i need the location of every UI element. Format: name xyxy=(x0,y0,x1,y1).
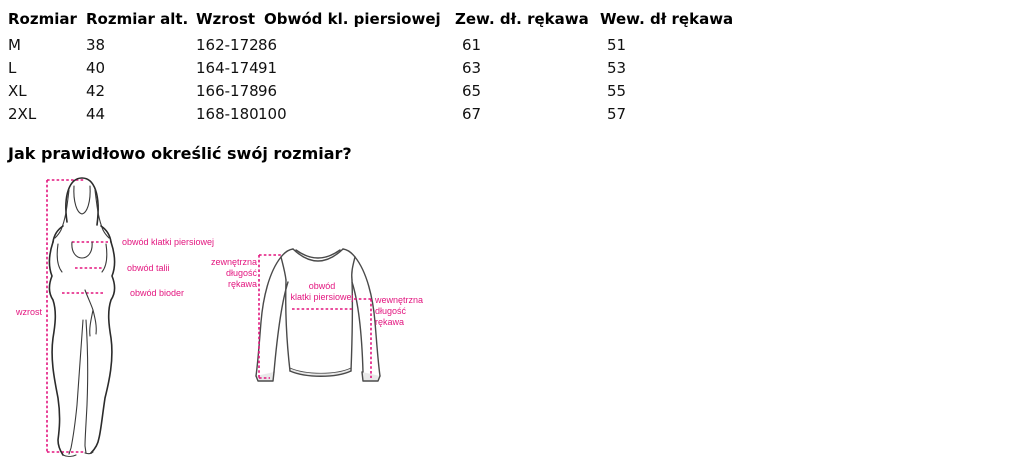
size-cell: 67 xyxy=(462,105,482,123)
size-cell: 166-178 xyxy=(196,82,259,100)
size-cell: 164-174 xyxy=(196,59,259,77)
inner-sleeve-label-line: długość xyxy=(375,306,407,316)
size-cell: 53 xyxy=(607,59,627,77)
size-cell: 55 xyxy=(607,82,627,100)
outer-sleeve-measure-line xyxy=(259,255,282,378)
body-figure-svg xyxy=(33,170,213,462)
inner-sleeve-label-line: wewnętrzna xyxy=(375,295,424,305)
size-cell: L xyxy=(8,59,17,77)
outer-sleeve-label-line: rękawa xyxy=(227,279,257,289)
size-cell: 57 xyxy=(607,105,627,123)
body-hips-label: obwód bioder xyxy=(130,288,185,298)
section-heading: Jak prawidłowo określić swój rozmiar? xyxy=(8,144,352,163)
size-cell: 51 xyxy=(607,36,627,54)
shirt-chest-label xyxy=(278,281,366,303)
size-cell: 86 xyxy=(258,36,278,54)
column-header-rozmiar-alt: Rozmiar alt. xyxy=(86,10,189,28)
size-cell: 44 xyxy=(86,105,106,123)
female-silhouette xyxy=(49,178,114,457)
body-chest-label: obwód klatki piersiowej xyxy=(122,237,215,247)
size-cell: 91 xyxy=(258,59,278,77)
height-label: wzrost xyxy=(15,307,42,317)
shirt-figure-svg xyxy=(250,240,390,390)
table-row xyxy=(8,82,768,105)
body-waist-label: obwód talii xyxy=(127,263,170,273)
inner-sleeve-label-line: rękawa xyxy=(375,317,405,327)
size-cell: 2XL xyxy=(8,105,37,123)
outer-sleeve-label-line: zewnętrzna xyxy=(210,257,257,267)
size-cell: 65 xyxy=(462,82,482,100)
size-cell: 162-172 xyxy=(196,36,259,54)
shirt-chest-label-line: obwód xyxy=(308,281,336,291)
height-measure-bracket xyxy=(47,180,85,452)
size-table xyxy=(8,10,768,128)
table-row xyxy=(8,105,768,128)
column-header-zew-rekaw: Zew. dł. rękawa xyxy=(455,10,589,28)
size-cell: 61 xyxy=(462,36,482,54)
column-header-obwod: Obwód kl. piersiowej xyxy=(264,10,441,28)
size-cell: 38 xyxy=(86,36,106,54)
inner-sleeve-label xyxy=(375,295,439,328)
column-header-wzrost: Wzrost xyxy=(196,10,256,28)
table-row xyxy=(8,59,768,82)
column-header-rozmiar: Rozmiar xyxy=(8,10,77,28)
size-cell: 63 xyxy=(462,59,482,77)
outer-sleeve-label-line: długość xyxy=(225,268,257,278)
table-row xyxy=(8,36,768,59)
size-cell: M xyxy=(8,36,21,54)
size-cell: 42 xyxy=(86,82,106,100)
outer-sleeve-label xyxy=(204,257,257,290)
shirt-chest-label-line: klatki piersiowej xyxy=(290,292,354,302)
size-cell: 100 xyxy=(258,105,287,123)
shirt-outline xyxy=(256,249,380,381)
size-cell: 168-180 xyxy=(196,105,259,123)
size-cell: XL xyxy=(8,82,27,100)
size-cell: 40 xyxy=(86,59,106,77)
size-cell: 96 xyxy=(258,82,278,100)
column-header-wew-rekaw: Wew. dł rękawa xyxy=(600,10,734,28)
table-header-row xyxy=(8,10,768,36)
